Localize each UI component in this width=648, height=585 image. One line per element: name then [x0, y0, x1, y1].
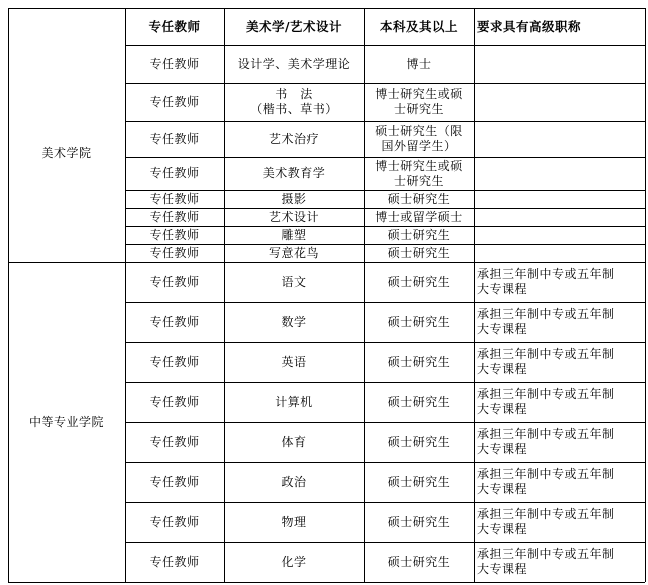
cell-requirement [474, 83, 645, 121]
cell-requirement: 承担三年制中专或五年制 大专课程 [477, 347, 615, 376]
cell-major: 物理 [281, 514, 307, 529]
cell-degree: 硕士研究生 [387, 191, 451, 206]
table-rule [125, 45, 645, 46]
cell-position: 专任教师 [149, 191, 200, 206]
cell-major: 美术教育学 [262, 166, 326, 180]
table-rule [8, 8, 645, 9]
cell-degree: 博士研究生或硕 士研究生 [375, 87, 463, 116]
cell-degree: 硕士研究生（限 国外留学生） [375, 124, 463, 153]
cell-major: 计算机 [275, 394, 313, 409]
table-rule [125, 208, 645, 209]
table-rule [125, 121, 645, 122]
cell-major: 数学 [281, 314, 307, 329]
cell-position: 专任教师 [149, 434, 200, 449]
table-rule [125, 244, 645, 245]
header-cell-position: 专任教师 [148, 19, 201, 34]
cell-position: 专任教师 [149, 245, 200, 260]
table-rule [8, 262, 645, 263]
cell-degree: 硕士研究生 [387, 245, 451, 260]
group-label-vocational-college: 中等专业学院 [28, 414, 104, 429]
cell-requirement: 承担三年制中专或五年制 大专课程 [477, 267, 615, 296]
table-rule [125, 83, 645, 84]
header-cell-degree: 本科及其以上 [379, 19, 458, 34]
cell-position: 专任教师 [149, 394, 200, 409]
cell-degree: 硕士研究生 [387, 314, 451, 329]
cell-major: 语文 [281, 274, 307, 289]
table-rule [125, 542, 645, 543]
cell-major: 艺术治疗 [268, 131, 319, 146]
cell-major: 书 法 （楷书、草书） [250, 87, 338, 116]
group-label-art-college: 美术学院 [41, 146, 92, 160]
table-rule [474, 8, 475, 582]
cell-requirement: 承担三年制中专或五年制 大专课程 [477, 427, 615, 456]
table-rule [364, 8, 365, 582]
header-cell-requirement: 要求具有高级职称 [477, 19, 582, 34]
table-rule [125, 157, 645, 158]
table-rule [8, 8, 9, 582]
table-rule [125, 342, 645, 343]
cell-degree: 硕士研究生 [387, 554, 451, 569]
cell-degree: 硕士研究生 [387, 394, 451, 409]
table-rule [125, 422, 645, 423]
table-rule [125, 302, 645, 303]
cell-degree: 硕士研究生 [387, 354, 451, 369]
cell-position: 专任教师 [149, 474, 200, 489]
cell-degree: 硕士研究生 [387, 474, 451, 489]
cell-requirement [474, 157, 645, 190]
cell-major: 设计学、美术学理论 [237, 56, 351, 71]
table-rule [645, 8, 646, 582]
cell-degree: 硕士研究生 [387, 514, 451, 529]
cell-position: 专任教师 [149, 314, 200, 329]
table-rule [125, 502, 645, 503]
table-rule [125, 462, 645, 463]
cell-position: 专任教师 [149, 554, 200, 569]
table-rule [125, 190, 645, 191]
cell-major: 雕塑 [281, 227, 307, 242]
cell-major: 英语 [281, 354, 307, 369]
cell-requirement: 承担三年制中专或五年制 大专课程 [477, 387, 615, 416]
table-rule [125, 226, 645, 227]
cell-major: 体育 [281, 434, 307, 449]
cell-degree: 硕士研究生 [387, 274, 451, 289]
table-rule [224, 8, 225, 582]
header-cell-major: 美术学/艺术设计 [245, 19, 343, 34]
cell-major: 摄影 [281, 191, 307, 206]
cell-requirement [474, 244, 645, 262]
cell-degree: 博士或留学硕士 [375, 209, 463, 224]
cell-major: 写意花鸟 [268, 245, 319, 260]
cell-requirement [474, 45, 645, 83]
cell-position: 专任教师 [149, 131, 200, 146]
cell-degree: 硕士研究生 [387, 434, 451, 449]
cell-position: 专任教师 [149, 209, 200, 224]
table-rule [125, 382, 645, 383]
cell-requirement: 承担三年制中专或五年制 大专课程 [477, 307, 615, 336]
cell-major: 政治 [281, 474, 307, 489]
cell-position: 专任教师 [149, 227, 200, 242]
cell-major: 艺术设计 [268, 209, 319, 224]
cell-major: 化学 [281, 554, 307, 569]
cell-position: 专任教师 [149, 514, 200, 529]
cell-requirement: 承担三年制中专或五年制 大专课程 [477, 507, 615, 536]
cell-degree: 硕士研究生 [387, 227, 451, 242]
cell-requirement: 承担三年制中专或五年制 大专课程 [477, 467, 615, 496]
cell-position: 专任教师 [149, 56, 200, 71]
cell-requirement [474, 121, 645, 157]
cell-requirement: 承担三年制中专或五年制 大专课程 [477, 547, 615, 576]
cell-position: 专任教师 [149, 94, 200, 109]
table-rule [8, 582, 645, 583]
cell-requirement [474, 226, 645, 244]
cell-degree: 博士 [406, 56, 432, 71]
cell-position: 专任教师 [149, 166, 200, 180]
table-rule [125, 8, 126, 582]
cell-position: 专任教师 [149, 274, 200, 289]
cell-degree: 博士研究生或硕 士研究生 [375, 158, 463, 188]
cell-position: 专任教师 [149, 354, 200, 369]
cell-requirement [474, 190, 645, 208]
cell-requirement [474, 208, 645, 226]
